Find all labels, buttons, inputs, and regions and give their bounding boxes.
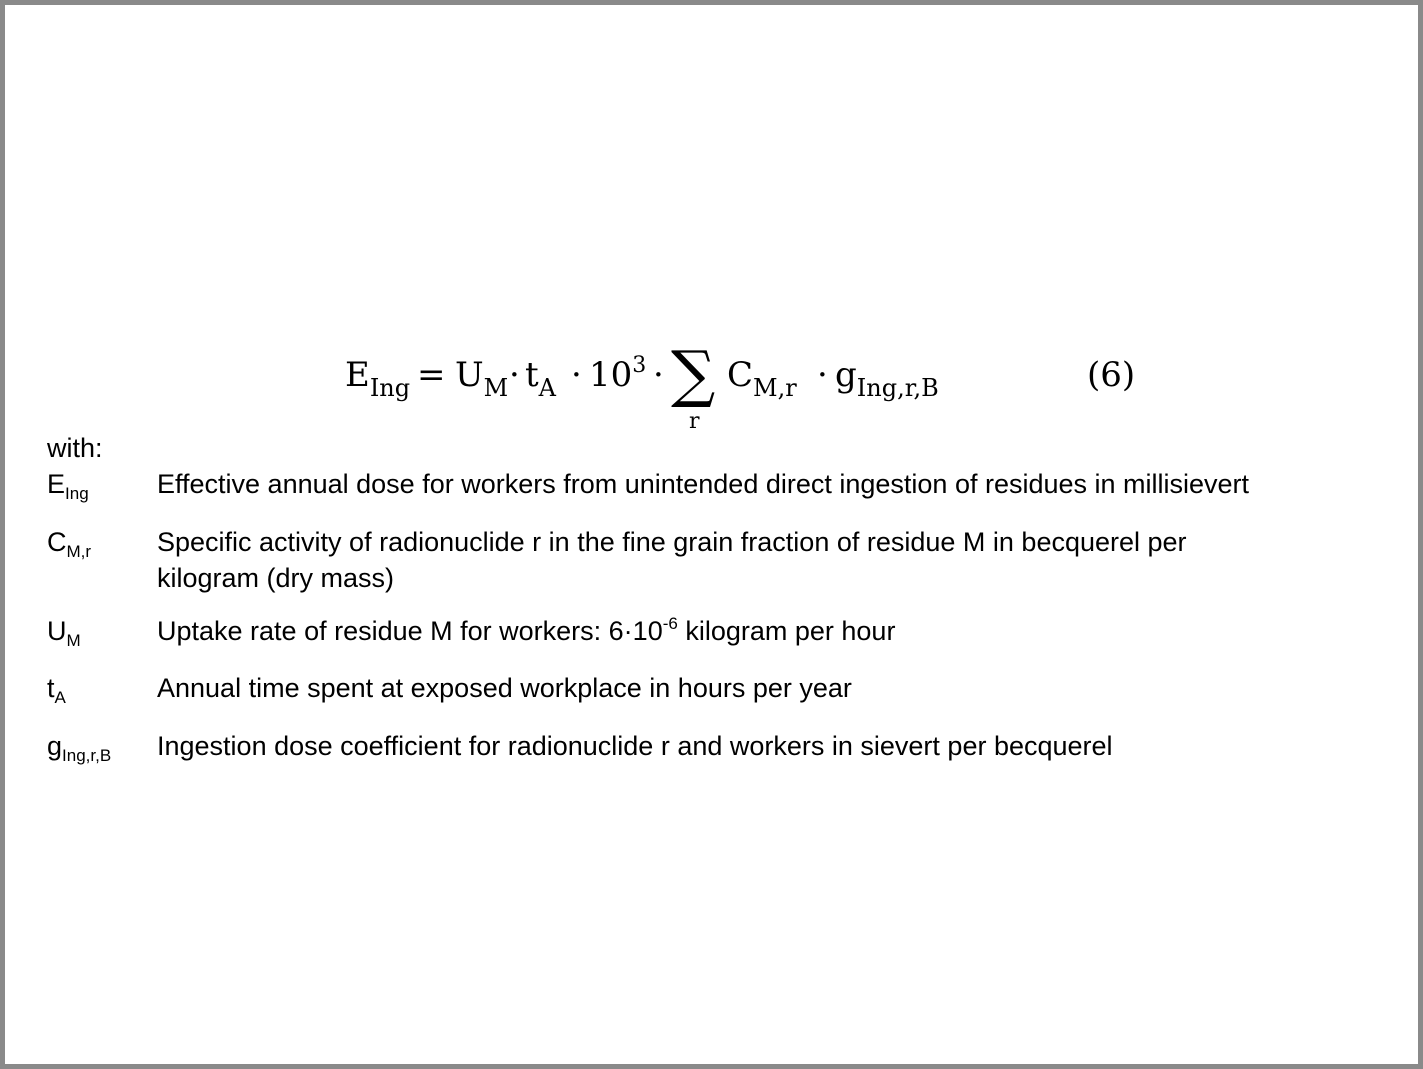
legend-item-t-a bbox=[47, 670, 1407, 710]
legend-item-g-ing-r-b bbox=[47, 728, 1407, 768]
legend-description: Effective annual dose for workers from unintended direct ingestion of residues in millisievert bbox=[157, 469, 1250, 499]
legend-symbol: $E_{Ing}$ bbox=[47, 469, 89, 503]
eq-lhs: $E_{Ing}$ bbox=[345, 355, 411, 402]
sum-symbol: ∑ bbox=[671, 337, 716, 410]
eq-equals: = bbox=[417, 355, 446, 395]
legend-symbol: $U_M$ bbox=[47, 616, 81, 650]
equation-number: (6) bbox=[1087, 355, 1136, 395]
legend-description: Ingestion dose coefficient for radionuclide r and workers in sievert per becquerel bbox=[157, 731, 1113, 761]
legend-description: Annual time spent at exposed workplace in hours per year bbox=[157, 673, 852, 703]
eq-t-term: $t_A$ bbox=[525, 355, 557, 402]
legend-intro: with: bbox=[47, 433, 103, 463]
legend-description bbox=[157, 524, 1407, 596]
legend-item-c-mr bbox=[47, 524, 1407, 596]
legend-item-e-ing bbox=[47, 466, 1407, 506]
symbol-legend bbox=[47, 430, 1407, 768]
eq-dot-1: · bbox=[509, 355, 520, 395]
legend-symbol: $C_{M,r}$ bbox=[47, 527, 92, 561]
eq-u-term: $U_M$ bbox=[455, 355, 509, 402]
sum-index: r bbox=[689, 409, 700, 434]
eq-c-term: $C_{M,r}$ bbox=[727, 355, 797, 402]
eq-power-of-ten: $10^3$ bbox=[589, 353, 647, 395]
eq-g-term: $g_{Ing,r,B}$ bbox=[835, 355, 939, 402]
eq-dot-4: · bbox=[817, 355, 828, 395]
eq-dot-3: · bbox=[653, 355, 664, 395]
legend-item-u-m bbox=[47, 613, 1407, 653]
legend-description-line: Specific activity of radionuclide r in the fine grain fraction of residue M in becquerel per bbox=[157, 527, 1187, 557]
legend-description: Uptake rate of residue M for workers: $6\cdot 10^{-6}$ kilogram per hour bbox=[157, 614, 896, 646]
legend-description-line: kilogram (dry mass) bbox=[157, 563, 395, 593]
legend-symbol: $g_{Ing,r,B}$ bbox=[47, 731, 112, 765]
legend-symbol: $t_A$ bbox=[47, 673, 66, 707]
eq-dot-2: · bbox=[571, 355, 582, 395]
